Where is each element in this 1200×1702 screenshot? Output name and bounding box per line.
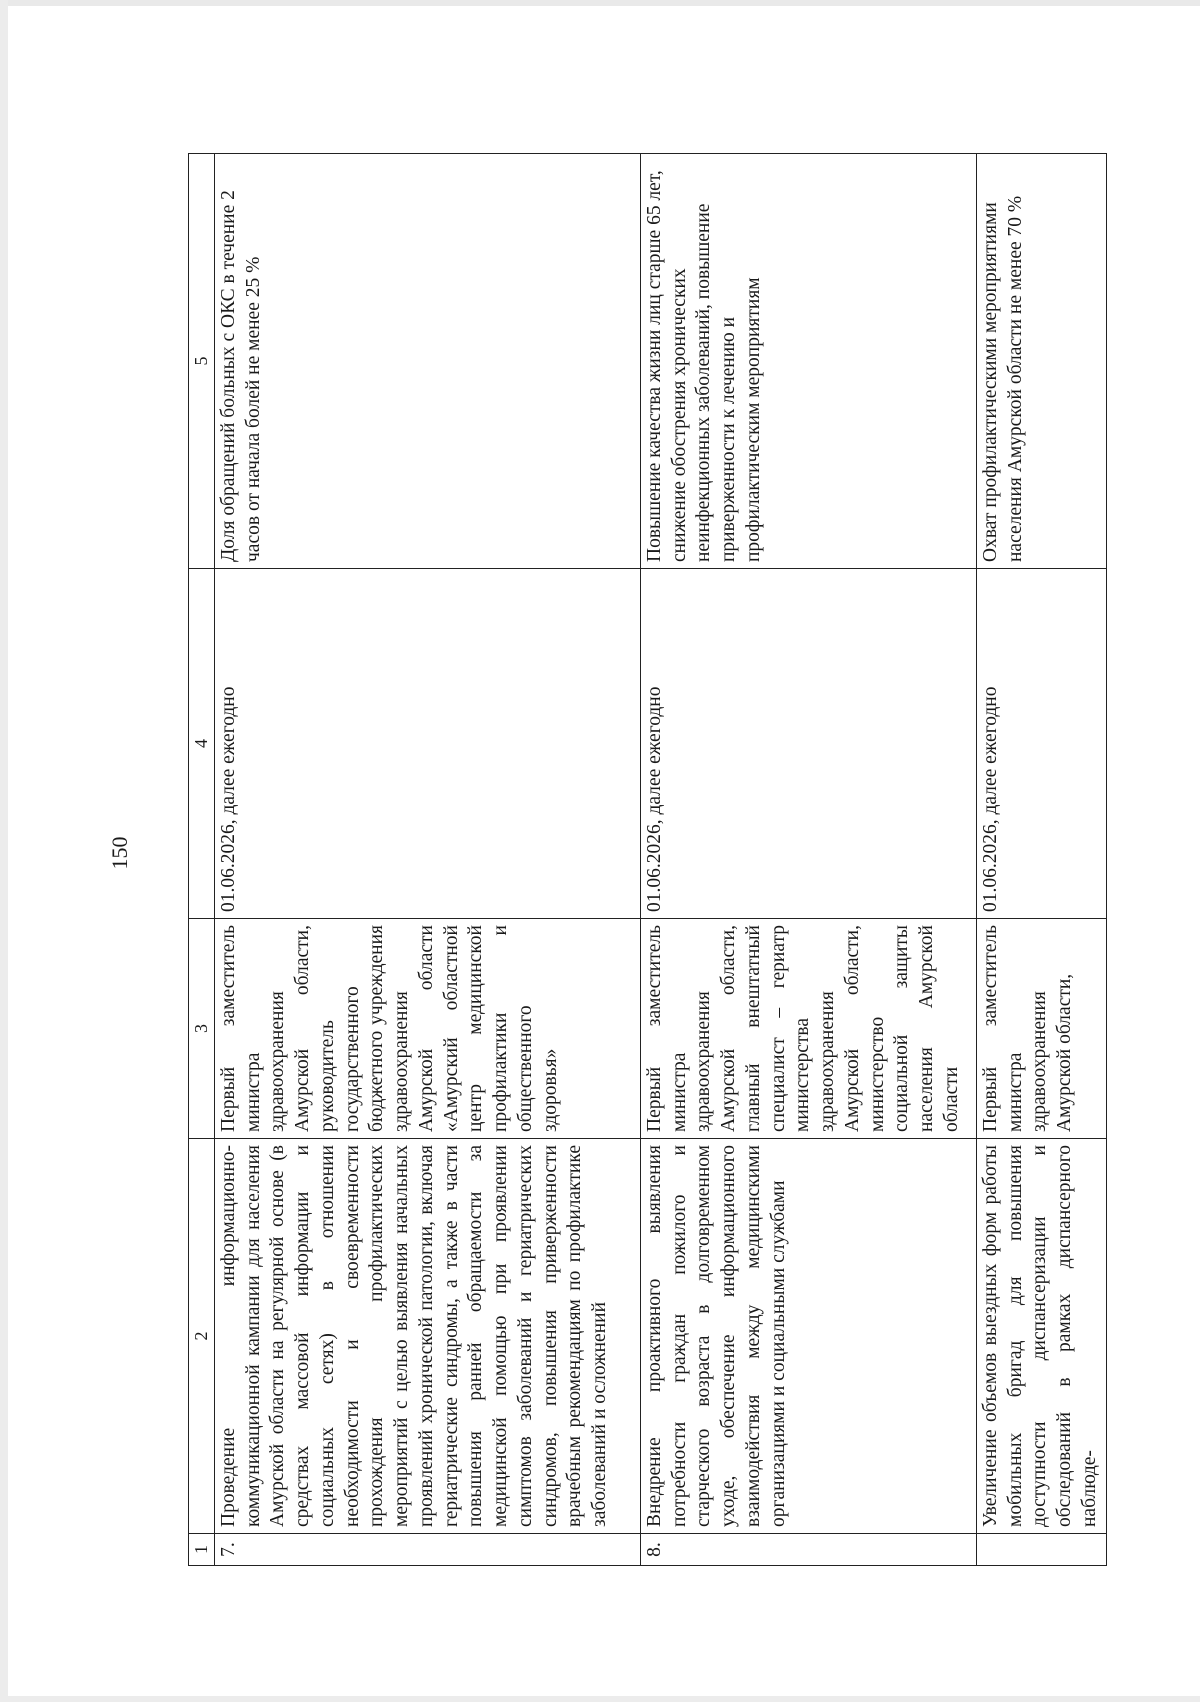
measure-cell: Внедрение проактивного выявления потребности граждан пожилого и старческого возраста в долговременном уходе, обеспечение информационного взаимодействия между медицинскими организациями и социальными службами <box>640 1139 976 1534</box>
table-row <box>640 154 976 1566</box>
deadline-cell: 01.06.2026, далее ежегодно <box>976 569 1106 919</box>
header-row <box>189 154 215 1566</box>
responsible-cell: Первый заместитель министра здравоохранения Амурской области, главный внештатный специалист – гериатр министерства здравоохранения Амурской области, министерство социальной защиты населения Амурской области <box>640 919 976 1139</box>
responsible-cell: Первый заместитель министра здравоохранения Амурской области, <box>976 919 1106 1139</box>
rotated-table-container <box>188 154 1108 1566</box>
measures-table <box>188 153 1107 1566</box>
result-cell: Повышение качества жизни лиц старше 65 лет, снижение обострения хронических неинфекционных заболеваний, повышение приверженности к лечению и профилактическим мероприятиям <box>640 154 976 569</box>
result-cell: Охват профилактическими мероприятиями населения Амурской области не менее 70 % <box>976 154 1106 569</box>
scan-edge-left <box>0 0 8 1702</box>
page-number: 150 <box>107 836 132 870</box>
scan-edge-bottom <box>0 1696 1200 1702</box>
row-number <box>976 1534 1106 1566</box>
table-row <box>214 154 640 1566</box>
row-number: 7. <box>214 1534 640 1566</box>
header-col-5: 5 <box>189 154 215 569</box>
header-col-1: 1 <box>189 1534 215 1566</box>
measure-cell: Проведение информационно-коммуникационной кампании для населения Амурской области на регулярной основе (в средствах массовой информации и социальных сетях) в отношении необходимости и своевременности прохождения профилактических мероприятий с целью выявления начальных проявлений хронической патологии, включая гериатрические синдромы, а также в части повышения ранней обращаемости за медицинской помощью при проявлении симптомов заболеваний и гериатрических синдромов, повышения приверженности врачебным рекомендациям по профилактике заболеваний и осложнений <box>214 1139 640 1534</box>
row-number: 8. <box>640 1534 976 1566</box>
header-col-4: 4 <box>189 569 215 919</box>
scan-edge-top <box>0 0 1200 6</box>
result-cell: Доля обращений больных с ОКС в течение 2 часов от начала болей не менее 25 % <box>214 154 640 569</box>
header-col-2: 2 <box>189 1139 215 1534</box>
responsible-cell: Первый заместитель министра здравоохранения Амурской области, руководитель государственного бюджетного учреждения здравоохранения Амурской области «Амурский областной центр медицинской профилактики и общественного здоровья» <box>214 919 640 1139</box>
table-row <box>976 154 1106 1566</box>
deadline-cell: 01.06.2026, далее ежегодно <box>640 569 976 919</box>
header-col-3: 3 <box>189 919 215 1139</box>
deadline-cell: 01.06.2026, далее ежегодно <box>214 569 640 919</box>
measure-cell: Увеличение объемов выездных форм работы мобильных бригад для повышения доступности диспансеризации и обследований в рамках диспансерного наблюде- <box>976 1139 1106 1534</box>
